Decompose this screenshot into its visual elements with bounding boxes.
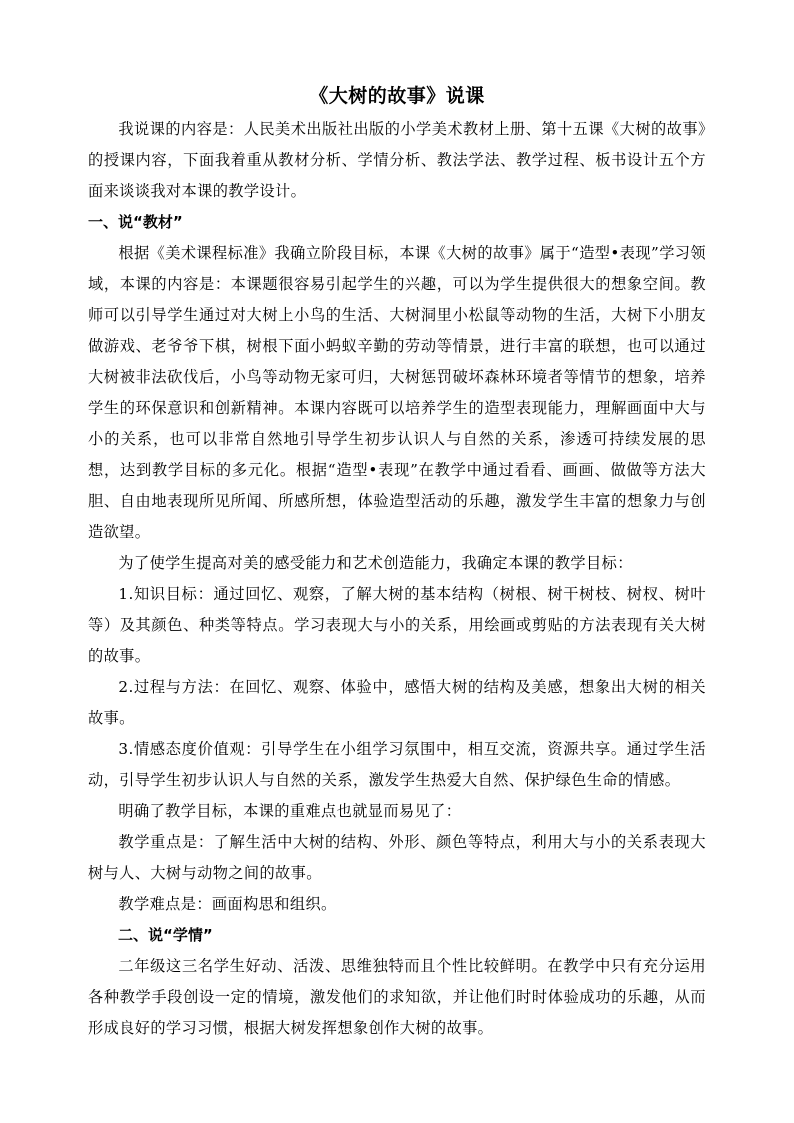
goal-emotion-values: 3.情感态度价值观：引导学生在小组学习氛围中，相互交流，资源共享。通过学生活动，引导学生初步认识人与自然的关系，激发学生热爱大自然、保护绿色生命的情感。 xyxy=(88,740,706,789)
teaching-key-point: 教学重点是：了解生活中大树的结构、外形、颜色等特点，利用大与小的关系表现大树与人、大树与动物之间的故事。 xyxy=(88,833,706,882)
goal-process-method: 2.过程与方法：在回忆、观察、体验中，感悟大树的结构及美感，想象出大树的相关故事。 xyxy=(88,678,706,727)
goal-knowledge: 1.知识目标：通过回忆、观察，了解大树的基本结构（树根、树干树枝、树杈、树叶等）及其颜色、种类等特点。学习表现大与小的关系，用绘画或剪贴的方法表现有关大树的故事。 xyxy=(88,585,706,665)
key-difficulty-intro: 明确了教学目标，本课的重难点也就显而易见了： xyxy=(118,802,462,820)
section-heading-materials: 一、说“教材” xyxy=(88,213,183,231)
intro-paragraph: 我说课的内容是：人民美术出版社出版的小学美术教材上册、第十五课《大树的故事》的授课内容，下面我着重从教材分析、学情分析、教法学法、教学过程、板书设计五个方面来谈谈我对本课的教学设计。 xyxy=(88,120,706,200)
students-paragraph: 二年级这三名学生好动、活泼、思维独特而且个性比较鲜明。在教学中只有充分运用各种教学手段创设一定的情境，激发他们的求知欲，并让他们时时体验成功的乐趣，从而形成良好的学习习惯，根据大树发挥想象创作大树的故事。 xyxy=(88,957,706,1037)
section-heading-students: 二、说“学情” xyxy=(118,926,213,944)
document-title: 《大树的故事》说课 xyxy=(309,85,485,107)
goals-intro-paragraph: 为了使学生提高对美的感受能力和艺术创造能力，我确定本课的教学目标： xyxy=(118,554,633,572)
document-page xyxy=(88,84,706,1044)
materials-paragraph: 根据《美术课程标准》我确立阶段目标，本课《大树的故事》属于“造型•表现”学习领域，本课的内容是：本课题很容易引起学生的兴趣，可以为学生提供很大的想象空间。教师可以引导学生通过对大树上小鸟的生活、大树洞里小松鼠等动物的生活，大树下小朋友做游戏、老爷爷下棋，树根下面小蚂蚁辛勤的劳动等情景，进行丰富的联想，也可以通过大树被非法砍伐后，小鸟等动物无家可归，大树惩罚破坏森林环境者等情节的想象，培养学生的环保意识和创新精神。本课内容既可以培养学生的造型表现能力，理解画面中大与小的关系，也可以非常自然地引导学生初步认识人与自然的关系，渗透可持续发展的思想，达到教学目标的多元化。根据“造型•表现”在教学中通过看看、画画、做做等方法大胆、自由地表现所见所闻、所感所想，体验造型活动的乐趣，激发学生丰富的想象力与创造欲望。 xyxy=(88,244,706,541)
teaching-difficulty: 教学难点是：画面构思和组织。 xyxy=(118,895,337,913)
